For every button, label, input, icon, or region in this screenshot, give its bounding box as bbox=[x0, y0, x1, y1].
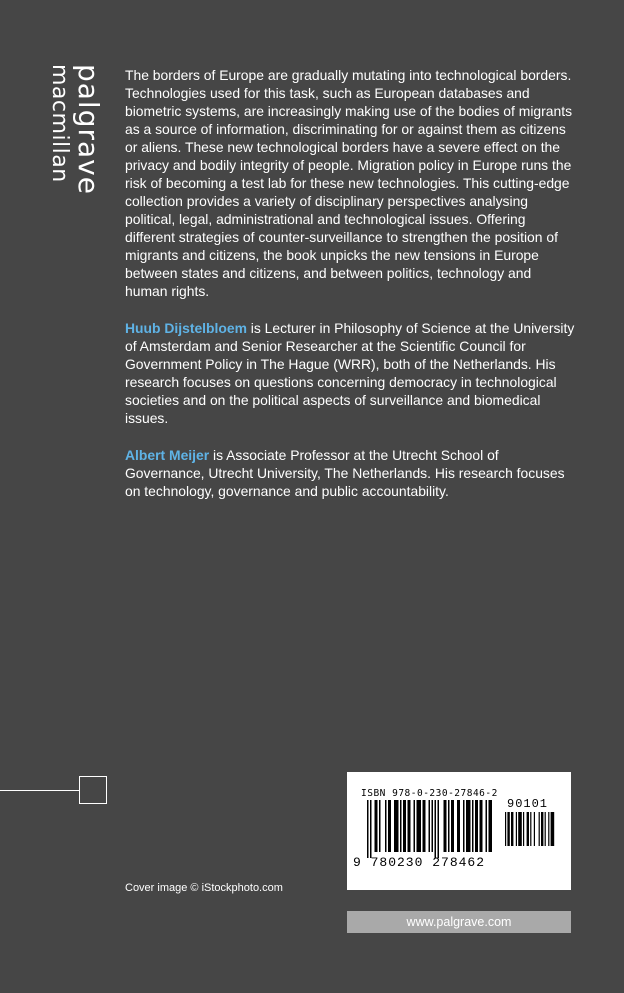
decorative-square bbox=[79, 776, 107, 804]
author-name-1: Huub Dijstelbloem bbox=[125, 320, 247, 336]
barcode-stripe bbox=[448, 800, 450, 852]
publisher-url[interactable]: www.palgrave.com bbox=[347, 911, 571, 933]
price-code: 90101 bbox=[507, 797, 549, 811]
back-cover-text bbox=[125, 66, 575, 519]
barcode-stripe bbox=[539, 812, 540, 846]
barcode-stripe bbox=[438, 800, 440, 858]
barcode-stripe bbox=[444, 800, 447, 852]
barcode-stripe bbox=[527, 812, 529, 846]
barcode-stripe bbox=[370, 800, 372, 858]
barcode-stripe bbox=[480, 800, 483, 852]
barcode-stripe bbox=[435, 800, 437, 858]
barcode-stripe bbox=[408, 800, 411, 852]
barcode-stripe bbox=[403, 800, 406, 852]
barcode-stripe bbox=[457, 800, 460, 852]
barcode-stripe bbox=[375, 800, 378, 852]
barcode-stripe bbox=[367, 800, 369, 858]
barcode-stripe bbox=[475, 800, 478, 852]
publisher-logo bbox=[44, 64, 104, 214]
logo-wordmark-palgrave: palgrave bbox=[72, 64, 105, 195]
barcode-stripe bbox=[451, 800, 454, 852]
barcode-stripe bbox=[541, 812, 543, 846]
barcode-stripe bbox=[489, 800, 493, 852]
barcode-stripe bbox=[472, 800, 474, 852]
barcode-stripe bbox=[516, 812, 517, 846]
barcode-stripe bbox=[548, 812, 549, 846]
barcode-stripe bbox=[507, 812, 509, 846]
ean-barcode bbox=[367, 800, 492, 858]
barcode-panel bbox=[347, 772, 571, 890]
barcode-stripe bbox=[530, 812, 531, 846]
barcode-stripe bbox=[486, 800, 488, 852]
barcode-stripe bbox=[551, 812, 555, 846]
barcode-stripe bbox=[534, 812, 535, 846]
barcode-stripe bbox=[429, 800, 431, 852]
barcode-stripe bbox=[388, 800, 391, 852]
author-bio-text-1: is Lecturer in Philosophy of Science at the University of Amsterdam and Senior Researcher at the Scientific Council for Government Policy in The Hague (WRR), both of the Netherlands. His research focuses on questions concerning democracy in technological societies and on the political aspects of surveillance and biomedical issues. bbox=[125, 320, 575, 426]
author-bio-1 bbox=[125, 319, 575, 427]
barcode-stripe bbox=[414, 800, 416, 852]
barcode-stripe bbox=[394, 800, 399, 852]
price-barcode bbox=[505, 812, 561, 852]
book-description: The borders of Europe are gradually mutating into technological borders. Technologies used for this task, such as European databases and biometric systems, are increasingly making use of the bodies of migrants as a source of information, discriminating for or against them as citizens or aliens. These new technological borders have a severe effect on the privacy and bodily integrity of people. Migration policy in Europe runs the risk of becoming a test lab for these new technologies. This cutting-edge collection provides a variety of disciplinary perspectives analysing political, legal, administrational and technological issues. Offering different strategies of counter-surveillance to strengthen the position of migrants and citizens, the book unpicks the new tensions in Europe between states and citizens, and between politics, technology and human rights. bbox=[125, 67, 573, 299]
barcode-stripe bbox=[423, 800, 426, 852]
barcode-stripe bbox=[417, 800, 422, 852]
barcode-stripe bbox=[518, 812, 522, 846]
author-bio-text-2: is Associate Professor at the Utrecht School of Governance, Utrecht University, The Netherlands. His research focuses on technology, governance and public accountability. bbox=[125, 447, 565, 499]
barcode-stripe bbox=[463, 800, 465, 852]
logo-wordmark-macmillan: macmillan bbox=[47, 64, 72, 183]
author-bio-2 bbox=[125, 446, 575, 500]
barcode-stripe bbox=[432, 800, 434, 852]
cover-credit: Cover image © iStockphoto.com bbox=[125, 882, 283, 894]
barcode-stripe bbox=[466, 800, 471, 852]
author-name-2: Albert Meijer bbox=[125, 447, 210, 463]
isbn-label: ISBN 978-0-230-27846-2 bbox=[361, 788, 498, 799]
barcode-stripe bbox=[545, 812, 546, 846]
barcode-stripe bbox=[379, 800, 381, 852]
barcode-stripe bbox=[400, 800, 402, 852]
decorative-rule bbox=[0, 790, 80, 791]
barcode-stripe bbox=[511, 812, 513, 846]
barcode-stripe bbox=[385, 800, 387, 852]
barcode-stripe bbox=[523, 812, 524, 846]
barcode-stripe bbox=[505, 812, 506, 846]
barcode-number: 9 780230 278462 bbox=[353, 855, 486, 870]
